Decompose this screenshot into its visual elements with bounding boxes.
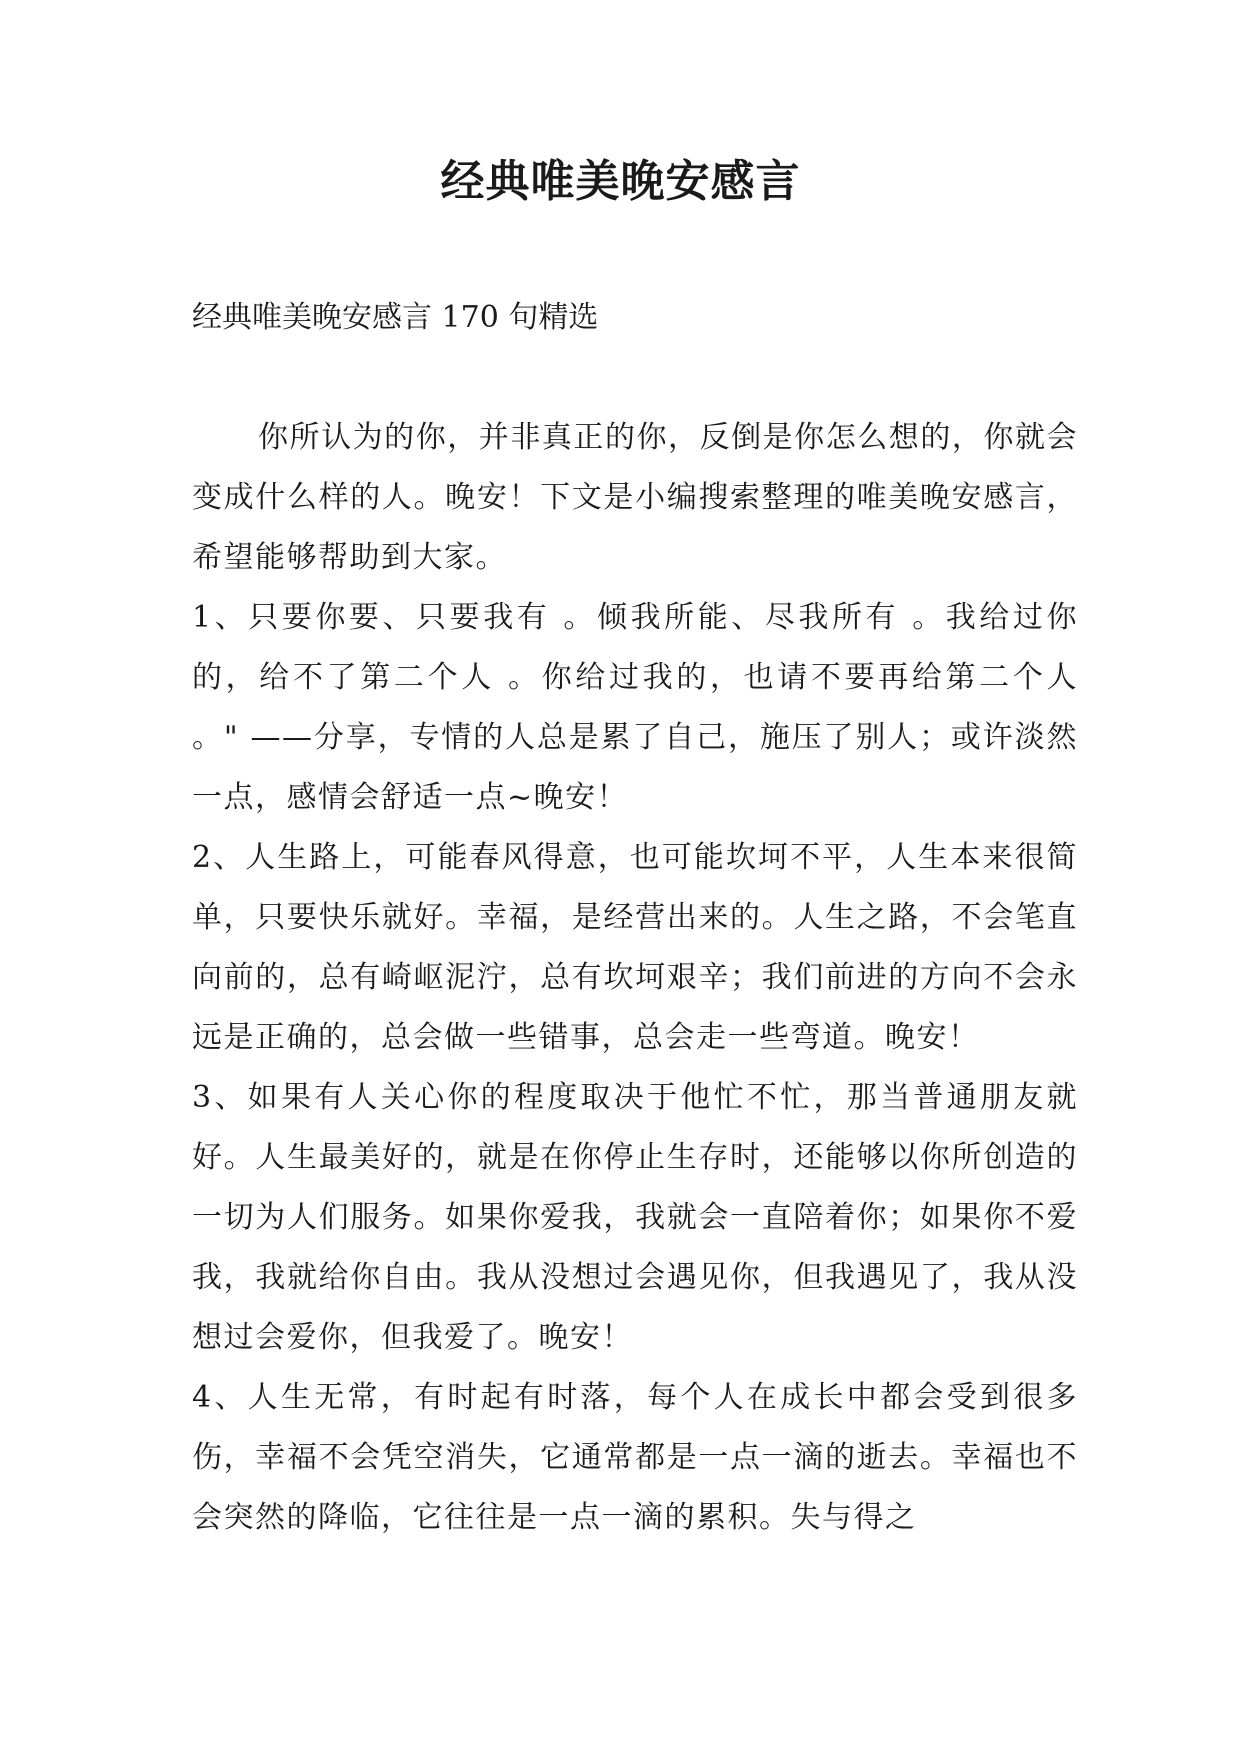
document-subtitle: 经典唯美晚安感言 170 句精选 [192,300,599,335]
list-item: 1、只要你要、只要我有 。倾我所能、尽我所有 。我给过你的，给不了第二个人 。你给过我的，也请不要再给第二个人 。" ——分享，专情的人总是累了自己，施压了别人；或许淡然一点，感情会舒适一点~晚安！ [192,600,1078,815]
list-item: 4、人生无常，有时起有时落，每个人在成长中都会受到很多伤，幸福不会凭空消失，它通常都是一点一滴的逝去。幸福也不会突然的降临，它往往是一点一滴的累积。失与得之 [192,1380,1078,1535]
document-body [192,408,1078,1548]
list-item: 3、如果有人关心你的程度取决于他忙不忙，那当普通朋友就好。人生最美好的，就是在你停止生存时，还能够以你所创造的一切为人们服务。如果你爱我，我就会一直陪着你；如果你不爱我，我就给你自由。我从没想过会遇见你，但我遇见了，我从没想过会爱你，但我爱了。晚安！ [192,1080,1078,1355]
document-title: 经典唯美晚安感言 [440,156,801,207]
list-item: 2、人生路上，可能春风得意，也可能坎坷不平，人生本来很简单，只要快乐就好。幸福，是经营出来的。人生之路，不会笔直向前的，总有崎岖泥泞，总有坎坷艰辛；我们前进的方向不会永远是正确的，总会做一些错事，总会走一些弯道。晚安！ [192,840,1078,1055]
intro-paragraph: 你所认为的你，并非真正的你，反倒是你怎么想的，你就会变成什么样的人。晚安！下文是小编搜索整理的唯美晚安感言，希望能够帮助到大家。 [192,420,1078,575]
